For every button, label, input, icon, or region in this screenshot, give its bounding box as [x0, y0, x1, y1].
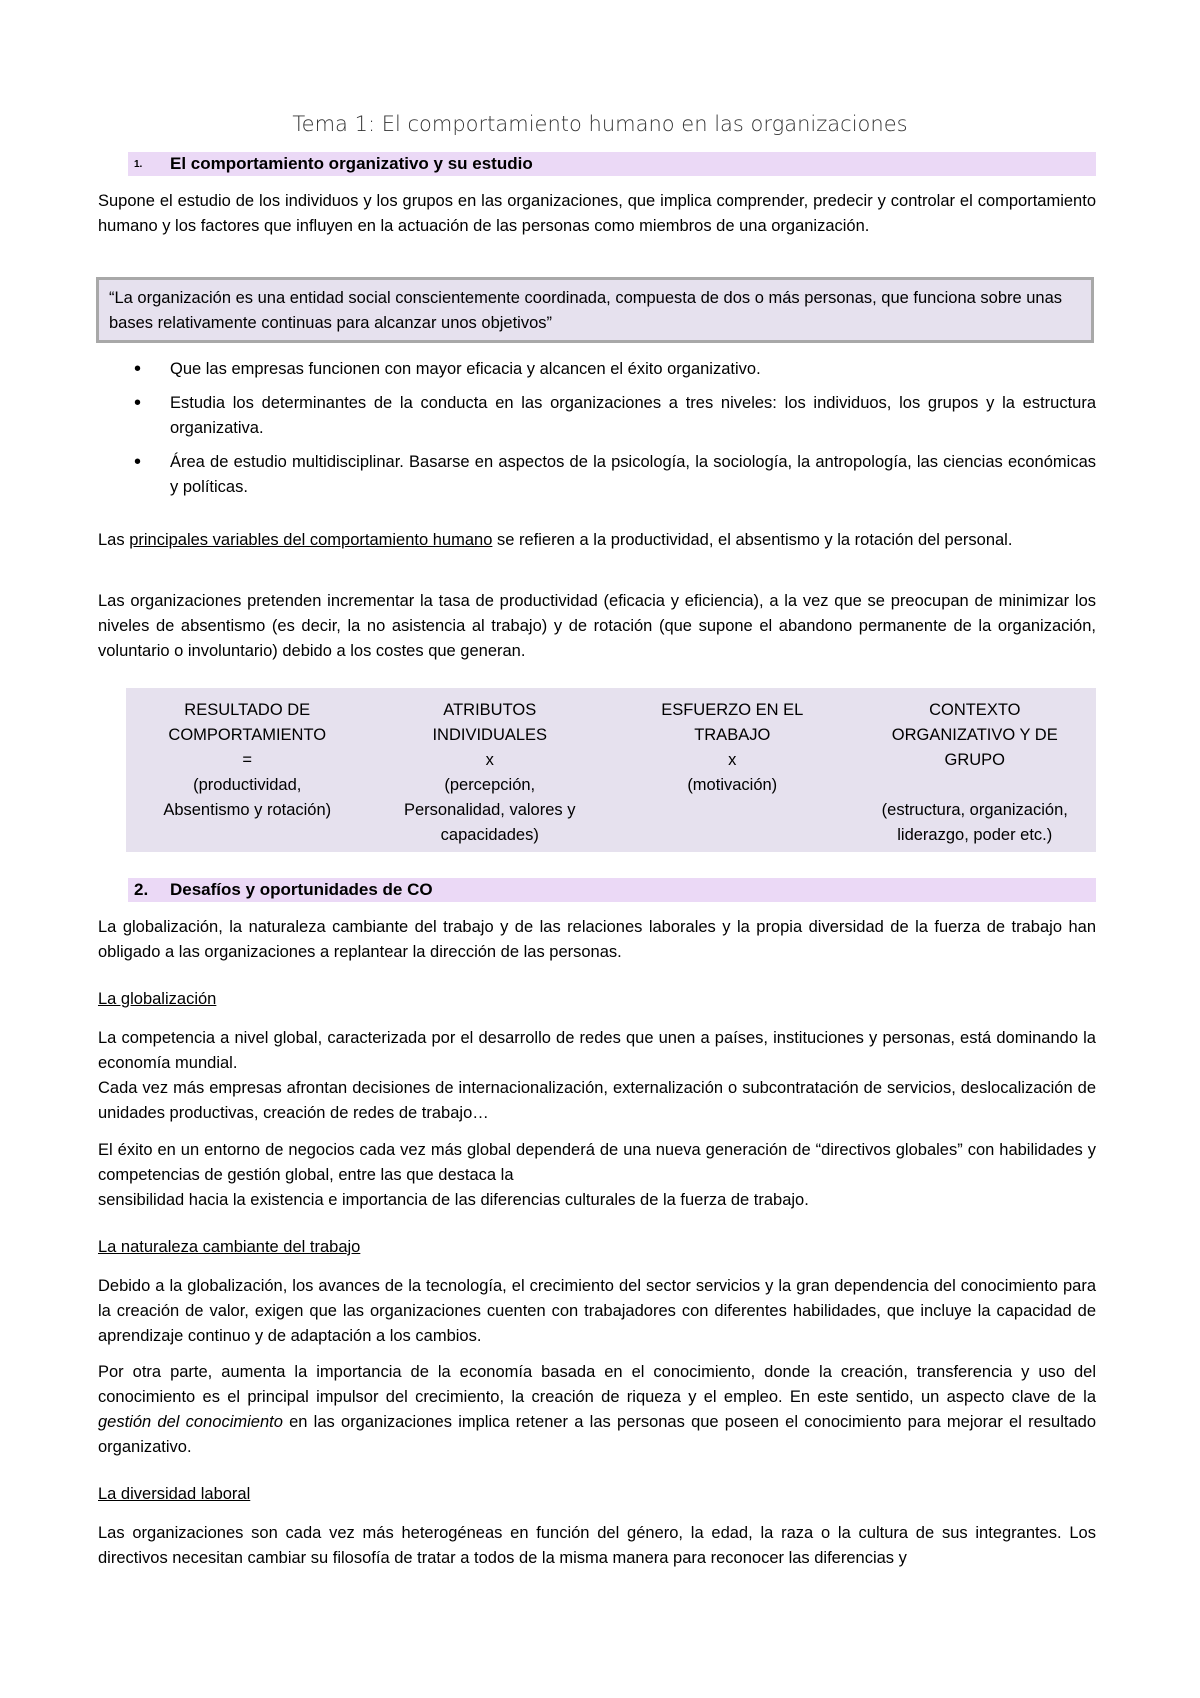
behavior-formula-box — [126, 688, 1096, 852]
gestion-conocimiento-term: gestión del conocimiento — [98, 1413, 283, 1431]
section-2-title: Desafíos y oportunidades de CO — [170, 880, 433, 899]
section-2-number: 2. — [134, 880, 149, 899]
globalizacion-paragraph-2: Cada vez más empresas afrontan decisiones de internacionalización, externalización o subcontratación de servicios, deslocalización de unidades productivas, creación de redes de trabajo… — [98, 1079, 1096, 1122]
productivity-paragraph: Las organizaciones pretenden incrementar la tasa de productividad (eficacia y eficiencia), a la vez que se preocupan de minimizar los niveles de absentismo (es decir, la no asistencia al trabajo) y de rotación (que supone el abandono permanente de la organización, voluntario o involuntario) debido a los costes que generan. — [98, 592, 1096, 660]
diversidad-paragraph-1: Las organizaciones son cada vez más heterogéneas en función del género, la edad, la raza o la cultura de sus integrantes. Los directivos necesitan cambiar su filosofía de tratar a todos de la misma manera para reconocer las diferencias y — [98, 1524, 1096, 1567]
globalizacion-paragraph-3: El éxito en un entorno de negocios cada vez más global dependerá de una nueva generación de “directivos globales” con habilidades y competencias de gestión global, entre las que destaca la sensibilidad hacia la existencia e importancia de las diferencias culturales de la fuerza de trabajo. — [98, 1141, 1096, 1209]
definition-quote-box — [96, 277, 1094, 343]
formula-column-atributos: ATRIBUTOS INDIVIDUALES x (percepción, Personalidad, valores y capacidades) — [403, 701, 576, 844]
section-1-heading — [128, 152, 1096, 176]
diversidad-heading: La diversidad laboral — [98, 1485, 251, 1503]
formula-column-esfuerzo: ESFUERZO EN EL TRABAJO x (motivación) — [661, 701, 804, 794]
section-1-intro: Supone el estudio de los individuos y los grupos en las organizaciones, que implica comprender, predecir y controlar el comportamiento humano y los factores que influyen en la actuación de las personas como miembros de una organización. — [98, 192, 1096, 235]
list-item: • Que las empresas funcionen con mayor eficacia y alcancen el éxito organizativo. — [134, 358, 761, 380]
list-item: • Estudia los determinantes de la conducta en las organizaciones a tres niveles: los individuos, los grupos y la estructura organizativa. — [134, 392, 1096, 437]
variables-paragraph: Las principales variables del comportamiento humano se refieren a la productividad, el absentismo y la rotación del personal. — [98, 531, 1013, 549]
globalizacion-heading: La globalización — [98, 990, 217, 1008]
section-1-number: 1. — [134, 158, 143, 170]
section-1-title: El comportamiento organizativo y su estudio — [170, 154, 533, 173]
objectives-list — [98, 357, 1096, 509]
definition-quote: “La organización es una entidad social conscientemente coordinada, compuesta de dos o más personas, que funciona sobre unas bases relativamente continuas para alcanzar unos objetivos” — [109, 289, 1063, 332]
globalizacion-paragraph-1: La competencia a nivel global, caracterizada por el desarrollo de redes que unen a países, instituciones y personas, está dominando la economía mundial. — [98, 1029, 1096, 1072]
bullet-icon: • — [134, 451, 142, 473]
formula-column-resultado: RESULTADO DE COMPORTAMIENTO = (productividad, Absentismo y rotación) — [163, 701, 332, 819]
section-2-heading — [128, 878, 1096, 902]
naturaleza-paragraph-2: Por otra parte, aumenta la importancia de la economía basada en el conocimiento, donde la creación, transferencia y uso del conocimiento es el principal impulsor del crecimiento, la creación de riqueza y el empleo. En este sentido, un aspecto clave de la gestión del conocimiento en las organizaciones implica retener a las personas que poseen el conocimiento para mejorar el resultado organizativo. — [98, 1363, 1096, 1456]
formula-column-contexto: CONTEXTO ORGANIZATIVO Y DE GRUPO (estructura, organización, liderazgo, poder etc.) — [881, 701, 1068, 844]
variables-underlined: principales variables del comportamiento humano — [129, 531, 493, 549]
bullet-icon: • — [134, 392, 142, 414]
list-item: • Área de estudio multidisciplinar. Basarse en aspectos de la psicología, la sociología, la antropología, las ciencias económicas y políticas. — [134, 451, 1096, 496]
page-title: Tema 1: El comportamiento humano en las organizaciones — [292, 112, 908, 136]
bullet-icon: • — [134, 358, 142, 380]
section-2-intro: La globalización, la naturaleza cambiante del trabajo y de las relaciones laborales y la propia diversidad de la fuerza de trabajo han obligado a las organizaciones a replantear la dirección de las personas. — [98, 918, 1096, 961]
naturaleza-heading: La naturaleza cambiante del trabajo — [98, 1238, 361, 1256]
naturaleza-paragraph-1: Debido a la globalización, los avances de la tecnología, el crecimiento del sector servicios y la gran dependencia del conocimiento para la creación de valor, exigen que las organizaciones cuenten con trabajadores con diferentes habilidades, que incluye la capacidad de aprendizaje continuo y de adaptación a los cambios. — [98, 1277, 1096, 1345]
